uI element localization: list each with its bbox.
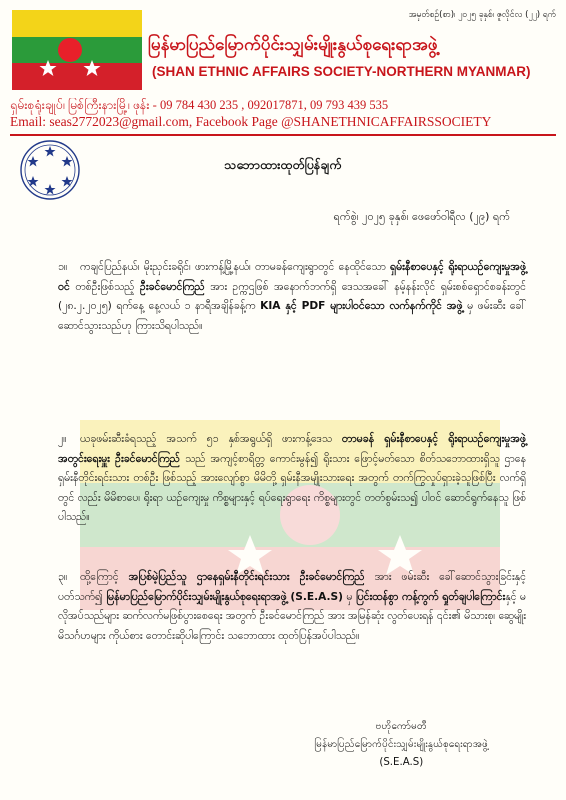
paragraph-text: ထို့ကြောင့် — [80, 571, 129, 583]
contact-email: Email: seas2772023@gmail.com, Facebook Page @SHANETHNICAFFAIRSSOCIETY — [10, 114, 492, 129]
paragraph-number: ၃။ — [58, 571, 68, 583]
paragraph-number: ၁။ — [58, 261, 68, 273]
signature-committee: ဗဟိုကော်မတီ — [375, 721, 427, 732]
paragraph-text: မှ ဖမ်းဆီး ခေါ်ဆောင်သွားသည်ဟု ကြားသိရပါသည်။ — [58, 300, 527, 332]
paragraph-text: သည် အကျင့်စာရိတ္တ ကောင်းမွန်၍ ရိုးသား ဖြောင့်မတ်သော စိတ်သဘောထားရှိသူ ဌာနေရှမ်းနီတိုင်းရင်းသား တစ်ဦး ဖြစ်သည့် အားလျော်စွာ မိမိတို့ ရှမ်းနီအမျိုးသားရေး အတွက် တက်ကြွလှုပ်ရှားခဲ့သူဖြစ်ပြီး လက်ရှိတွင် လည်း မိမိစာပေ၊ ရိုးရာ ယဉ်ကျေးမှု ကိစ္စများနှင့် ရပ်ရေးရွာရေး ကိစ္စများတွင် တတ်စွမ်းသ၍ ပါဝင် ဆောင်ရွက်နေသူ ဖြစ်ပါသည်။ — [58, 452, 526, 523]
paragraph-2 — [58, 430, 526, 528]
emphasis-text: ဦးခင်မောင်ကြည် — [139, 280, 205, 293]
signature-abbreviation: (S.E.A.S) — [379, 757, 424, 768]
paragraph-text: အား ဥက္ကဌဖြစ် အနောက်ဘက်ရှိ ဒေသအခေါ် နမ့်နန်းလိုင် ရှမ်းစစ်ရှောင်စခန်းတွင် (၂၈.၂.၂၀၂၅) ရက်နေ့ နေ့လယ် ၁ နာရီအချိန်ခန့်က — [58, 280, 526, 312]
contact-address-phone: ရှမ်းစုရုံးချုပ်၊ မြစ်ကြီးနားမြို့၊ ဖုန်း - 09 784 430 235 , 092017871, 09 793 439 535 — [10, 98, 389, 112]
paragraph-1 — [58, 258, 526, 336]
paragraph-text: ယခုဖမ်းဆီးခံရသည့် အသက် ၅၁ နှစ်အရွယ်ရှိ ဖားကန့်ဒေသ — [80, 433, 342, 445]
flag-icon — [12, 10, 142, 90]
statement-date: ရက်စွဲ၊ ၂၀၂၅ ခုနှစ်၊ ဖေဖော်ဝါရီလ (၂၉) ရက် — [333, 210, 510, 223]
emphasis-text: ရှမ်းနီစာပေနှင့် ရိုးရာယဉ်ကျေးမှုအဖွဲ့ဝင် — [58, 261, 526, 293]
emphasis-text: အပြစ်မဲ့ပြည်သူ ဌာနေရှမ်းနီတိုင်းရင်းသား ဦးခင်မောင်ကြည် — [128, 571, 365, 583]
emphasis-text: မြန်မာပြည်မြောက်ပိုင်းသျှမ်းမျိုးနွယ်စုရေးရာအဖွဲ့ (S.E.A.S) — [106, 590, 344, 603]
paragraph-3 — [58, 568, 526, 646]
signature-block — [315, 718, 488, 772]
org-name-english: (SHAN ETHNIC AFFAIRS SOCIETY-NORTHERN MYANMAR) — [152, 64, 531, 79]
org-name-myanmar: မြန်မာပြည်မြောက်ပိုင်းသျှမ်းမျိုးနွယ်စုရေးရာအဖွဲ့ — [148, 35, 438, 55]
paragraph-text: တစ်ဦးဖြစ်သည့် — [69, 280, 140, 293]
paragraph-text: ကချင်ပြည်နယ်၊ မိုးညှင်းခရိုင်၊ ဖားကန့်မြို့နယ်၊ တာမခန်ကျေးရွာတွင် နေထိုင်သော — [80, 261, 391, 273]
paragraph-text: မှ — [343, 590, 356, 603]
paragraph-text: အား ဖမ်းဆီး ခေါ်ဆောင်သွားခြင်းနှင့်ပတ်သက်၍ — [58, 571, 526, 603]
paragraph-number: ၂။ — [58, 433, 67, 445]
emphasis-text: ပြင်းထန်စွာ ကန့်ကွက် ရှုတ်ချပါကြောင်း — [355, 590, 506, 603]
emphasis-text: KIA နှင့် PDF များပါဝင်သော လက်နက်ကိုင် အဖွဲ့ — [260, 300, 463, 312]
header-divider — [10, 134, 556, 136]
signature-org-name: မြန်မာပြည်မြောက်ပိုင်းသျှမ်းမျိုးနွယ်စုရေးရာအဖွဲ့ — [314, 739, 488, 750]
statement-title: သဘောထားထုတ်ပြန်ချက် — [224, 157, 342, 172]
reference-number: အမှတ်စဉ်(စာ)၊ ၂၀၂၅ ခုနှစ်၊ ဇူလိုင်လ (၂၂) ရက် — [408, 10, 556, 20]
emphasis-text: တာမခန် ရှမ်းနီစာပေနှင့် ရိုးရာယဉ်ကျေးမှုအဖွဲ့ အတွင်းရေးမှူး ဦးခင်မောင်ကြည် — [58, 433, 526, 465]
paragraph-text: နှင့် မလိုအပ်သည်များ ဆက်လက်မဖြစ်ပွားစေရေး အတွက် ဦးခင်မောင်ကြည် အား အမြန်ဆုံး လွတ်ပေးရန် ၎င်း၏ မိသားစု၊ ဆွေမျိုး မိသင်္ဂဟများ ကိုယ်စား တောင်းဆိုပါကြောင်း သဘောထား ထုတ်ပြန်အပ်ပါသည်။ — [58, 590, 526, 642]
